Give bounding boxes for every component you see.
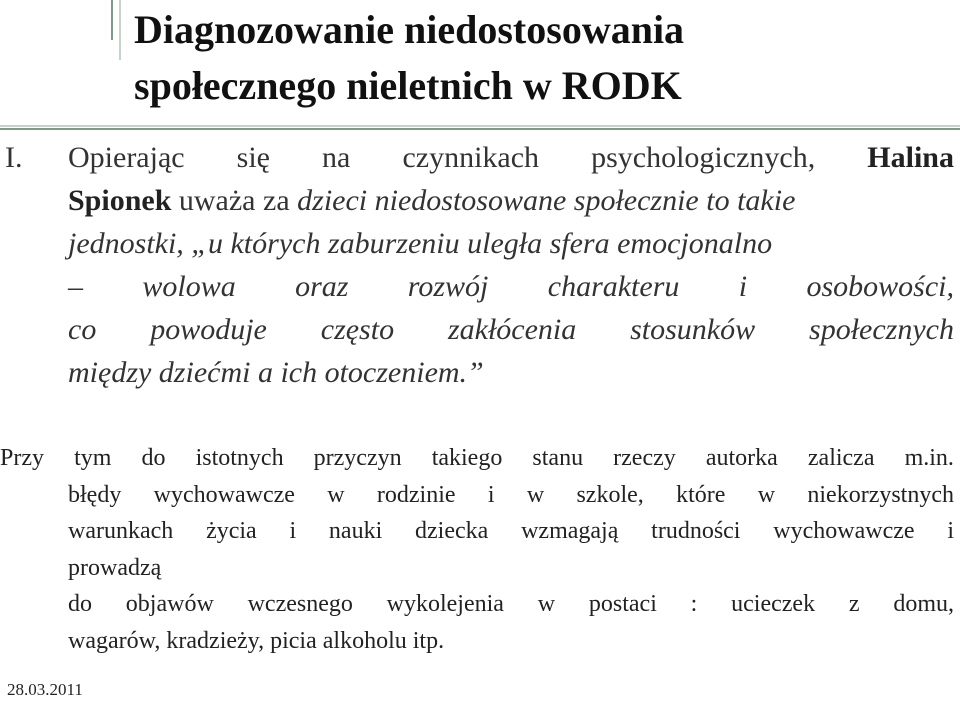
word: zakłócenia — [447, 313, 577, 346]
word: i — [947, 518, 954, 544]
word: ucieczek — [731, 591, 816, 617]
para1-line-6 — [0, 351, 954, 394]
word: wolowa — [142, 270, 236, 303]
word: i — [487, 481, 495, 508]
word: w — [526, 481, 545, 508]
word: powoduje — [150, 313, 267, 346]
word: wychowawcze — [773, 518, 915, 544]
word: wzmagają — [521, 518, 619, 544]
para2-line-4 — [0, 550, 954, 587]
para1-line-1 — [0, 136, 954, 179]
word: co — [68, 313, 97, 346]
word: wczesnego — [247, 591, 353, 617]
definition-start: dzieci niedostosowane społecznie to takie — [297, 184, 796, 217]
word: istotnych — [195, 445, 284, 471]
word: stosunków — [630, 313, 756, 346]
word: stanu — [532, 445, 584, 471]
para1-line-5 — [0, 308, 954, 351]
definition-paragraph — [0, 136, 954, 394]
word: się — [236, 141, 270, 174]
word: rzeczy — [613, 445, 676, 471]
word: życia — [206, 518, 257, 544]
word: błędy — [68, 481, 122, 508]
word: : — [690, 591, 698, 617]
word: charakteru — [547, 270, 680, 303]
word: w — [327, 481, 345, 508]
word: Opierając — [68, 141, 185, 174]
verb-text: uważa za — [178, 184, 290, 217]
word: szkole, — [576, 481, 644, 508]
word: psychologicznych, — [591, 141, 816, 174]
line-text: prowadzą — [68, 554, 162, 581]
word: które — [676, 481, 726, 508]
word: na — [322, 141, 351, 174]
word: oraz — [295, 270, 349, 303]
word: społecznych — [809, 313, 954, 346]
word: osobowości, — [806, 270, 954, 303]
word: takiego — [431, 445, 503, 471]
word: postaci — [588, 591, 657, 617]
title-line-1: Diagnozowanie niedostosowania — [134, 7, 685, 52]
word: często — [320, 313, 395, 346]
word: wykolejenia — [386, 591, 504, 617]
footer-date: 28.03.2011 — [7, 680, 83, 699]
causes-paragraph — [0, 440, 954, 659]
word: w — [757, 481, 776, 508]
word: rodzinie — [376, 481, 456, 508]
word: Przy — [0, 445, 44, 471]
para2-line-3 — [0, 513, 954, 550]
word: w — [537, 591, 556, 617]
author-last-name: Spionek — [68, 184, 172, 217]
para2-line-1 — [0, 440, 954, 477]
para1-line-4 — [0, 265, 954, 308]
word: rozwój — [407, 270, 489, 303]
list-number: I. — [5, 141, 23, 174]
word: objawów — [125, 591, 214, 617]
word: trudności — [651, 518, 741, 544]
para2-line-6 — [0, 623, 954, 660]
para2-line-2 — [0, 477, 954, 514]
word: tym — [74, 445, 112, 471]
author-first-name: Halina — [867, 141, 954, 174]
word: z — [848, 591, 860, 617]
word: do — [141, 445, 166, 471]
word: nauki — [328, 518, 383, 544]
word: czynnikach — [402, 141, 540, 174]
word: niekorzystnych — [807, 481, 954, 508]
slide-title — [134, 2, 954, 114]
title-line-2: społecznego nieletnich w RODK — [134, 63, 682, 108]
para1-line-3 — [0, 222, 954, 265]
word: warunkach — [68, 518, 174, 544]
word: i — [738, 270, 748, 303]
definition-text: jednostki, „u których zaburzeniu uległa sfera emocjonalno — [68, 227, 773, 260]
word: do — [68, 591, 92, 617]
word: zalicza — [807, 445, 875, 471]
word: m.in. — [904, 445, 954, 471]
word: autorka — [705, 445, 778, 471]
word: przyczyn — [313, 445, 402, 471]
word: wychowawcze — [153, 481, 295, 508]
word: domu, — [893, 591, 954, 617]
line-text: wagarów, kradzieży, picia alkoholu itp. — [68, 627, 445, 654]
para2-line-5 — [0, 586, 954, 623]
word: dziecka — [415, 518, 489, 544]
definition-end: między dziećmi a ich otoczeniem.” — [68, 356, 484, 389]
word: – — [68, 270, 83, 303]
word: i — [289, 518, 297, 544]
para1-line-2 — [0, 179, 954, 222]
